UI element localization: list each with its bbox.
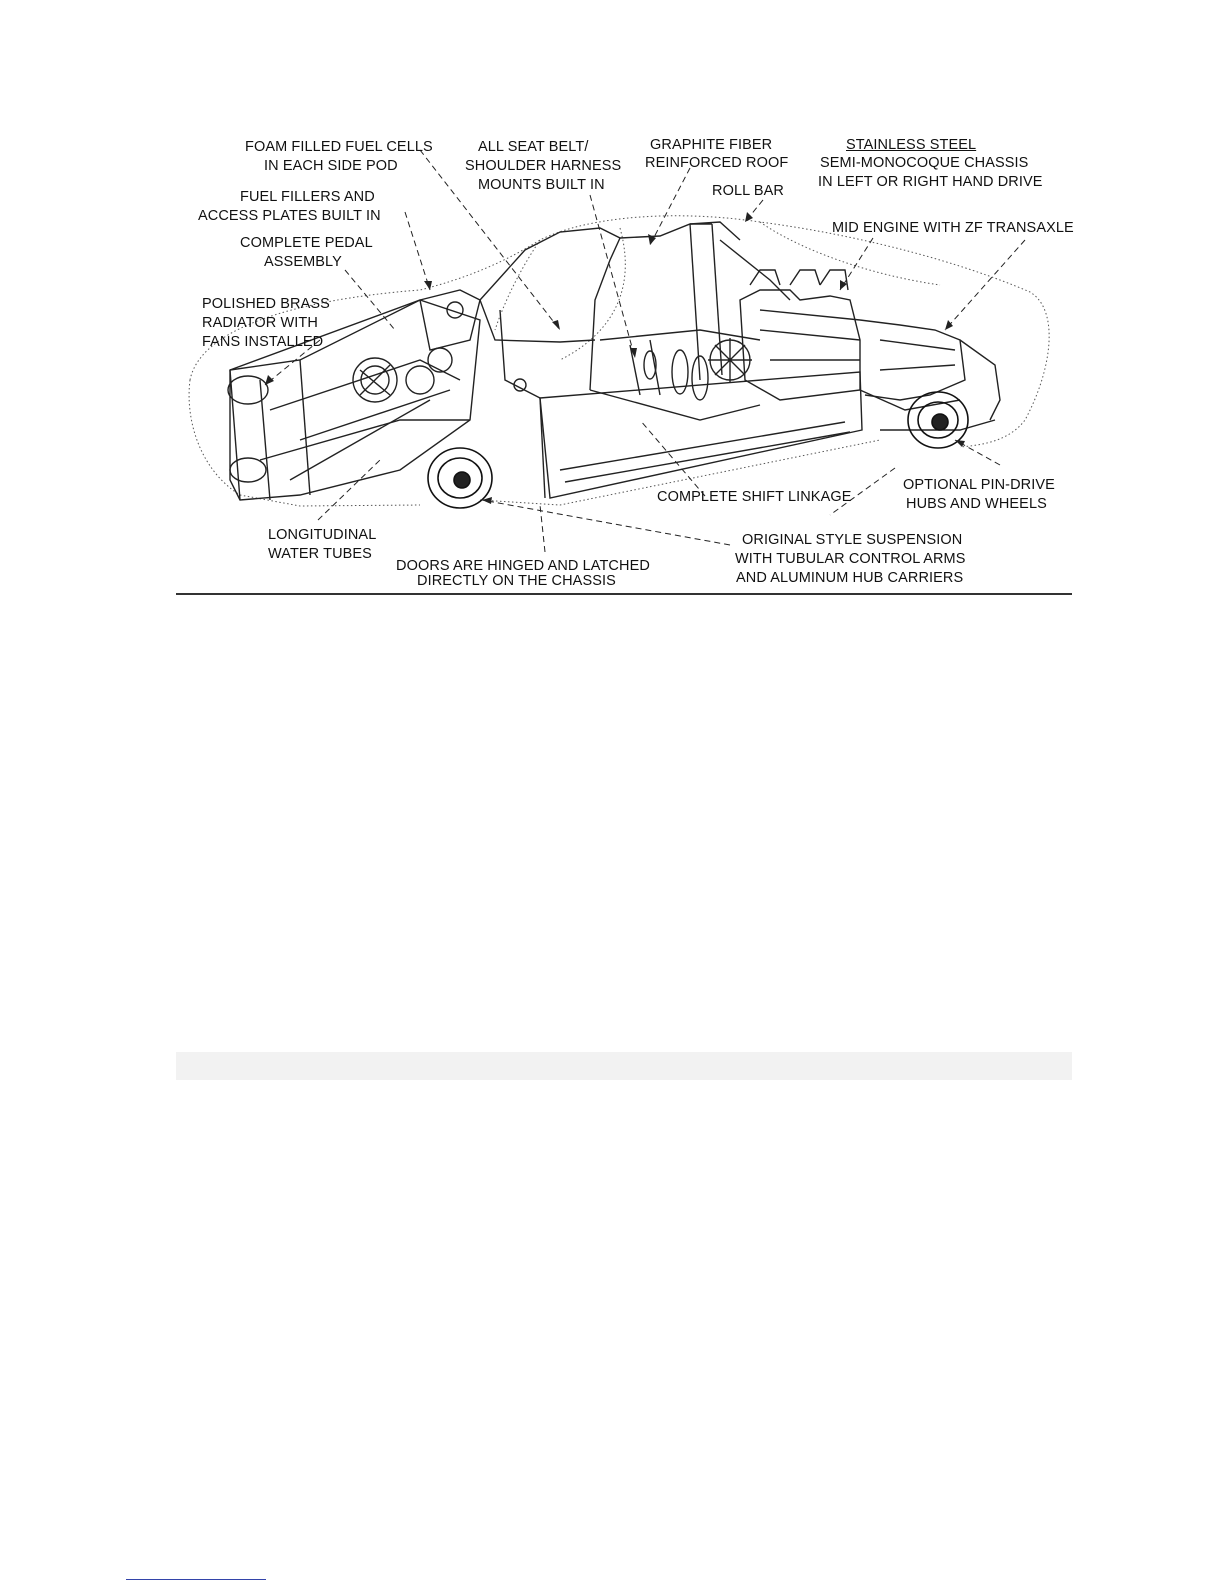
label-pin-drive-line2: HUBS AND WHEELS [906, 496, 1047, 512]
label-radiator-line1: POLISHED BRASS [202, 296, 330, 312]
label-seat-belt-line3: MOUNTS BUILT IN [478, 177, 605, 193]
label-roll-bar: ROLL BAR [712, 183, 784, 199]
label-stainless-line3: IN LEFT OR RIGHT HAND DRIVE [818, 174, 1043, 190]
label-fuel-fillers-line2: ACCESS PLATES BUILT IN [198, 208, 381, 224]
label-fuel-fillers-line1: FUEL FILLERS AND [240, 189, 375, 205]
front-wheel [428, 448, 492, 508]
figure-divider [176, 593, 1072, 595]
label-foam-cells-line1: FOAM FILLED FUEL CELLS [245, 139, 433, 155]
label-suspension-line3: AND ALUMINUM HUB CARRIERS [736, 570, 964, 586]
chassis-figure [0, 0, 1225, 620]
label-suspension-line1: ORIGINAL STYLE SUSPENSION [742, 532, 963, 548]
label-mid-engine: MID ENGINE WITH ZF TRANSAXLE [832, 220, 1074, 236]
label-doors-line1: DOORS ARE HINGED AND LATCHED [396, 558, 650, 574]
shaded-band [176, 1052, 1072, 1080]
footnote-rule [126, 1579, 266, 1580]
label-water-tubes-line1: LONGITUDINAL [268, 527, 377, 543]
label-radiator-line3: FANS INSTALLED [202, 334, 324, 350]
label-doors-line2: DIRECTLY ON THE CHASSIS [417, 573, 616, 589]
chassis-frame [228, 222, 1000, 500]
label-foam-cells-line2: IN EACH SIDE POD [264, 158, 398, 174]
label-seat-belt-line1: ALL SEAT BELT/ [478, 139, 589, 155]
label-pin-drive-line1: OPTIONAL PIN-DRIVE [903, 477, 1055, 493]
label-suspension-line2: WITH TUBULAR CONTROL ARMS [735, 551, 966, 567]
label-graphite-line2: REINFORCED ROOF [645, 155, 789, 171]
label-pedal-line2: ASSEMBLY [264, 254, 342, 270]
label-stainless-line2: SEMI-MONOCOQUE CHASSIS [820, 155, 1029, 171]
chassis-drawing [0, 0, 1225, 620]
label-radiator-line2: RADIATOR WITH [202, 315, 318, 331]
label-seat-belt-line2: SHOULDER HARNESS [465, 158, 622, 174]
label-water-tubes-line2: WATER TUBES [268, 546, 372, 562]
label-graphite-line1: GRAPHITE FIBER [650, 137, 773, 153]
label-stainless-line1: STAINLESS STEEL [846, 137, 977, 153]
rear-wheel [908, 392, 968, 448]
label-shift-linkage: COMPLETE SHIFT LINKAGE [657, 489, 852, 505]
label-pedal-line1: COMPLETE PEDAL [240, 235, 373, 251]
